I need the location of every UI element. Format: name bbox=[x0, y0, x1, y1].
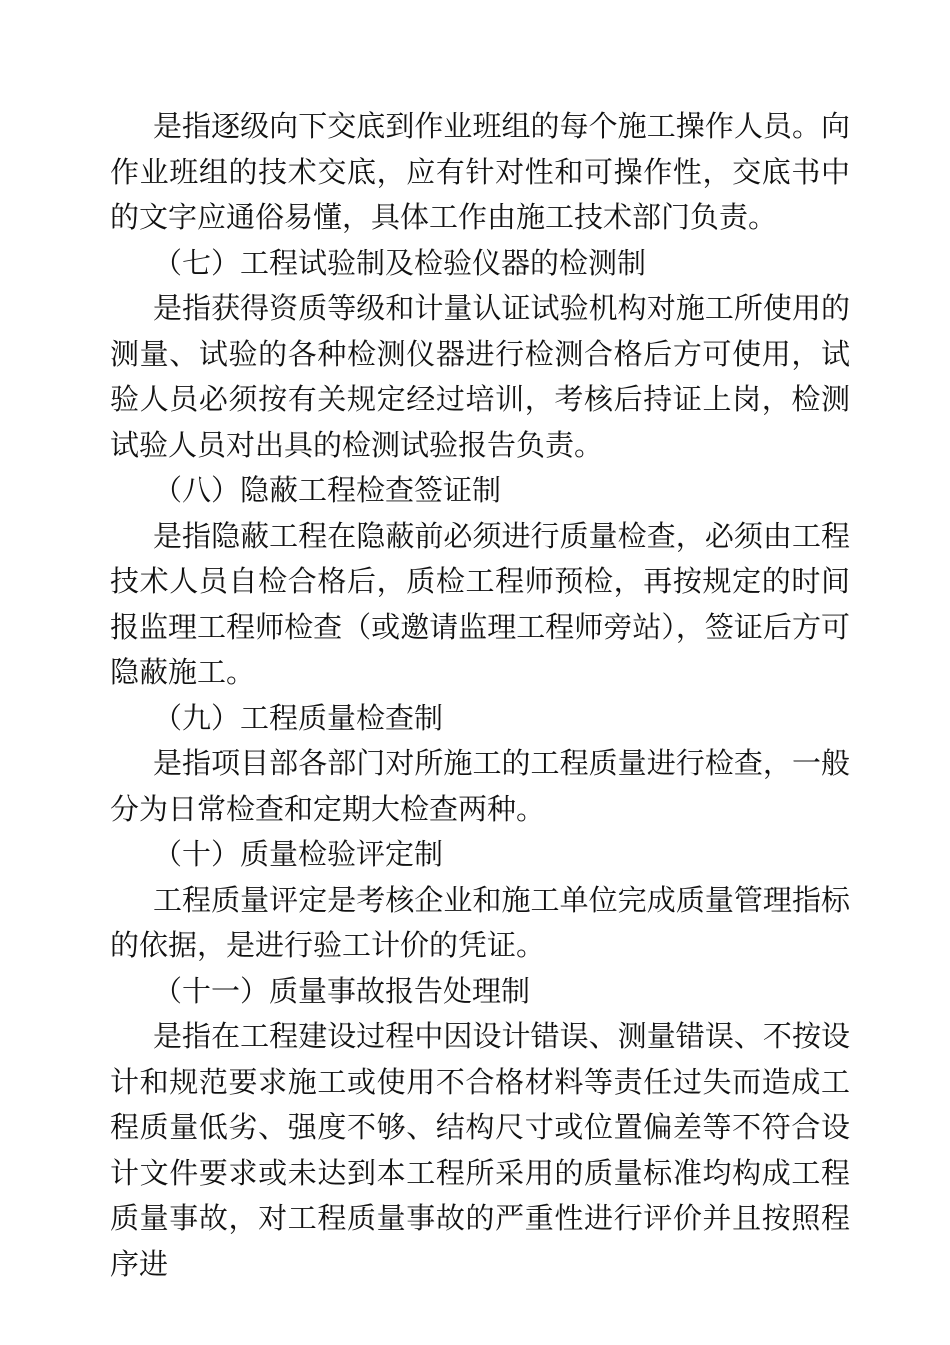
paragraph-technical-disclosure: 是指逐级向下交底到作业班组的每个施工操作人员。向作业班组的技术交底，应有针对性和可操作性，交底书中的文字应通俗易懂，具体工作由施工技术部门负责。 bbox=[110, 109, 850, 234]
section-heading-8: （八）隐蔽工程检查签证制 bbox=[153, 473, 502, 507]
section-heading-9: （九）工程质量检查制 bbox=[153, 700, 444, 735]
paragraph-accident-reporting: 是指在工程建设过程中因设计错误、测量错误、不按设计和规范要求施工或使用不合格材料等责任过失而造成工程质量低劣、强度不够、结构尺寸或位置偏差等不符合设计文件要求或未达到本工程所采用的质量标准均构成工程质量事故，对工程质量事故的严重性进行评价并且按照程序进 bbox=[110, 1019, 850, 1281]
paragraph-concealed-works: 是指隐蔽工程在隐蔽前必须进行质量检查，必须由工程技术人员自检合格后，质检工程师预检，再按规定的时间报监理工程师检查（或邀请监理工程师旁站），签证后方可隐蔽施工。 bbox=[110, 518, 850, 689]
paragraph-quality-evaluation: 工程质量评定是考核企业和施工单位完成质量管理指标的依据，是进行验工计价的凭证。 bbox=[110, 882, 850, 962]
paragraph-quality-inspection: 是指项目部各部门对所施工的工程质量进行检查，一般分为日常检查和定期大检查两种。 bbox=[110, 746, 850, 826]
section-heading-7: （七）工程试验制及检验仪器的检测制 bbox=[153, 245, 647, 280]
section-heading-10: （十）质量检验评定制 bbox=[153, 837, 444, 871]
paragraph-testing-system: 是指获得资质等级和计量认证试验机构对施工所使用的测量、试验的各种检测仪器进行检测合格后方可使用，试验人员必须按有关规定经过培训，考核后持证上岗，检测试验人员对出具的检测试验报告负责。 bbox=[110, 291, 850, 462]
document-body bbox=[110, 104, 850, 1287]
section-heading-11: （十一）质量事故报告处理制 bbox=[153, 973, 531, 1008]
